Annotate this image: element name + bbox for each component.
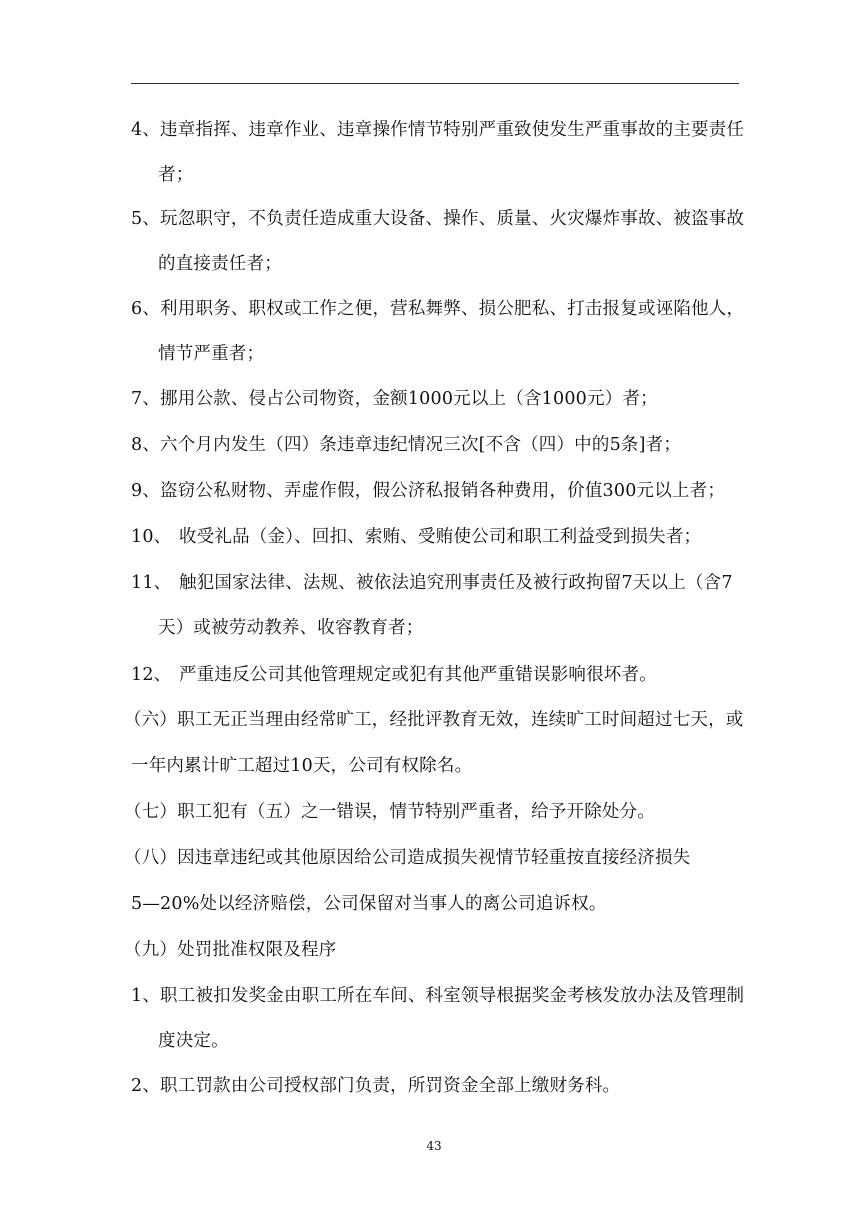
item-text: 六个月内发生（四）条违章违纪情况三次[不含（四）中的5条]者； <box>160 435 682 455</box>
line-10 <box>131 522 701 552</box>
line-11-cont <box>158 613 424 643</box>
item-text: 职工被扣发奖金由职工所在车间、科室领导根据奖金考核发放办法及管理制 <box>160 986 745 1006</box>
paragraph-8-cont <box>131 889 607 919</box>
line-6-cont <box>158 339 264 369</box>
paragraph-6-cont <box>131 751 472 781</box>
line-7 <box>131 384 658 414</box>
paragraph-text: （八）因违章违纪或其他原因给公司造成损失视情节轻重按直接经济损失 <box>124 848 691 868</box>
item-number: 7、 <box>131 389 161 409</box>
item-number: 2、 <box>131 1076 161 1096</box>
item-text: 度决定。 <box>158 1031 229 1051</box>
item-text: 挪用公款、侵占公司物资，金额1000元以上（含1000元）者； <box>160 389 658 409</box>
paragraph-text: （九）处罚批准权限及程序 <box>124 940 337 960</box>
line-11 <box>131 568 733 598</box>
line-1 <box>131 981 744 1011</box>
item-text: 利用职务、职权或工作之便，营私舞弊、损公肥私、打击报复或诬陷他人， <box>160 299 745 319</box>
paragraph-8 <box>124 843 690 873</box>
paragraph-text: 一年内累计旷工超过10天，公司有权除名。 <box>131 756 473 776</box>
item-number: 10、 <box>131 527 172 547</box>
line-4 <box>131 115 744 145</box>
paragraph-text: （七）职工犯有（五）之一错误，情节特别严重者，给予开除处分。 <box>124 802 655 822</box>
line-8 <box>131 430 681 460</box>
item-text: 玩忽职守，不负责任造成重大设备、操作、质量、火灾爆炸事故、被盗事故 <box>160 209 745 229</box>
line-5-cont <box>158 249 282 279</box>
header-rule <box>131 83 739 84</box>
item-text: 收受礼品（金）、回扣、索贿、受贿使公司和职工利益受到损失者； <box>179 527 702 547</box>
item-text: 严重违反公司其他管理规定或犯有其他严重错误影响很坏者。 <box>179 665 657 685</box>
paragraph-text: （六）职工无正当理由经常旷工，经批评教育无效，连续旷工时间超过七天，或 <box>124 710 744 730</box>
item-number: 6、 <box>131 299 161 319</box>
paragraph-text: 5—20%处以经济赔偿，公司保留对当事人的离公司追诉权。 <box>131 894 607 914</box>
item-text: 的直接责任者； <box>158 254 282 274</box>
line-9 <box>131 476 725 506</box>
item-number: 9、 <box>131 481 161 501</box>
item-number: 1、 <box>131 986 161 1006</box>
item-number: 8、 <box>131 435 161 455</box>
item-text: 违章指挥、违章作业、违章操作情节特别严重致使发生严重事故的主要责任 <box>160 120 745 140</box>
item-text: 触犯国家法律、法规、被依法追究刑事责任及被行政拘留7天以上（含7 <box>179 573 733 593</box>
line-4-cont <box>158 160 193 190</box>
item-text: 盗窃公私财物、弄虚作假，假公济私报销各种费用，价值300元以上者； <box>160 481 726 501</box>
line-5 <box>131 204 744 234</box>
item-text: 者； <box>158 165 194 185</box>
item-number: 5、 <box>131 209 161 229</box>
paragraph-7 <box>124 797 655 827</box>
paragraph-6 <box>124 705 744 735</box>
line-2 <box>131 1071 620 1101</box>
item-text: 天）或被劳动教养、收容教育者； <box>158 618 424 638</box>
line-12 <box>131 660 657 690</box>
line-6 <box>131 294 744 324</box>
item-number: 4、 <box>131 120 161 140</box>
item-number: 11、 <box>131 573 172 593</box>
item-number: 12、 <box>131 665 172 685</box>
item-text: 情节严重者； <box>158 344 265 364</box>
page-number: 43 <box>426 1139 442 1153</box>
line-1-cont <box>158 1026 229 1056</box>
paragraph-9 <box>124 935 336 965</box>
item-text: 职工罚款由公司授权部门负责，所罚资金全部上缴财务科。 <box>160 1076 621 1096</box>
